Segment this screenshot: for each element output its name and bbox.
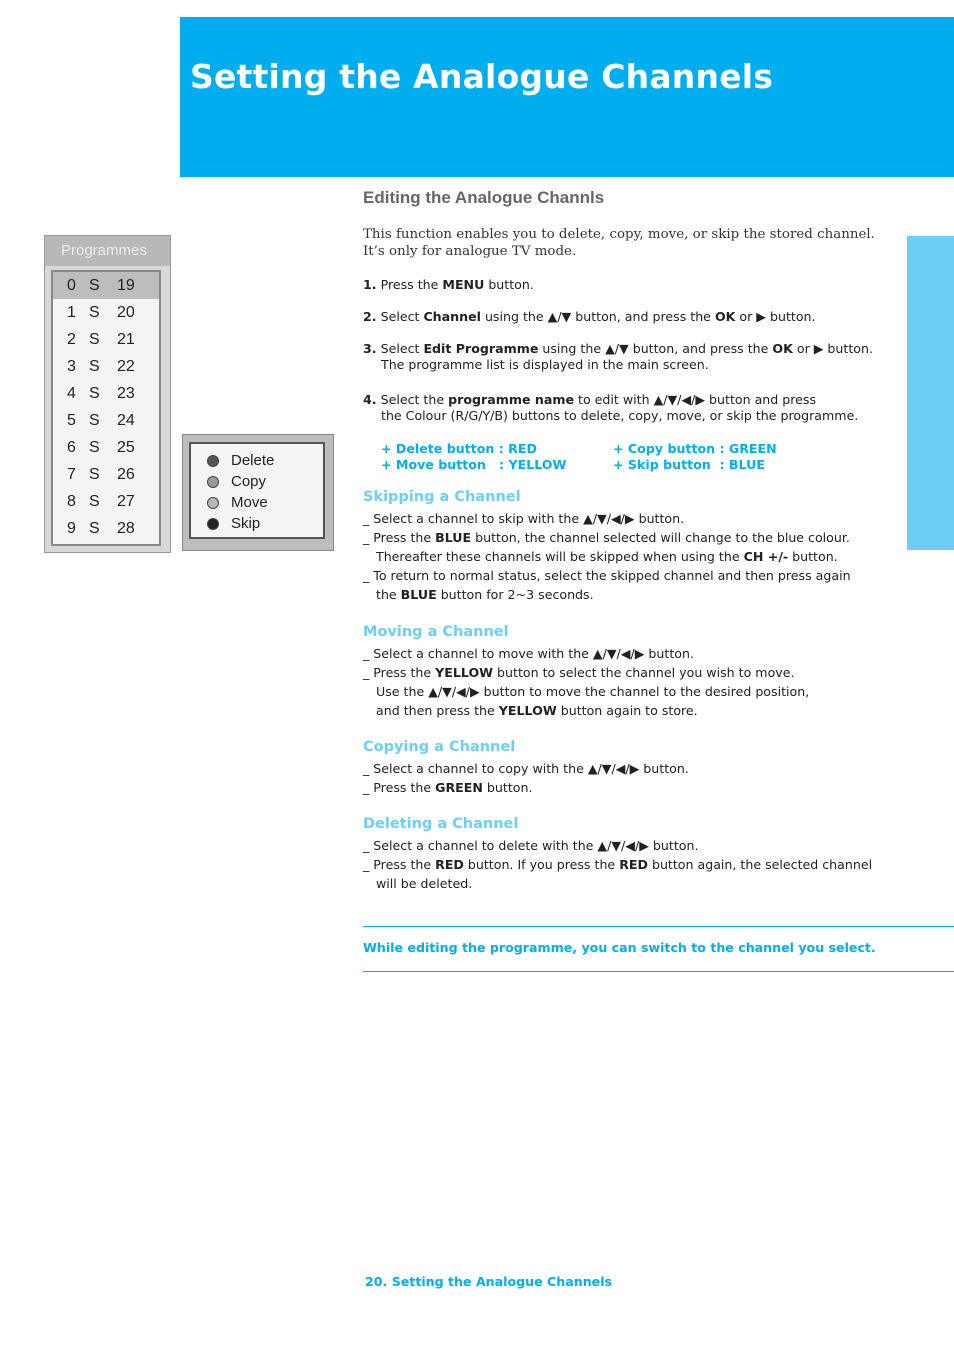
text-line: Thereafter these channels will be skipped when using the CH +/- button. bbox=[376, 549, 838, 564]
page-title: Setting the Analogue Channels bbox=[190, 57, 774, 96]
section-header bbox=[363, 188, 903, 208]
step-text: using the ▲/▼ button, and press the bbox=[538, 341, 773, 356]
copying-text bbox=[363, 759, 908, 797]
deleting-text bbox=[363, 836, 908, 893]
step-text-line2: the Colour (R/G/Y/B) buttons to delete, copy, move, or skip the programme. bbox=[381, 408, 859, 423]
programme-row[interactable]: 0 S 19 bbox=[53, 272, 159, 299]
programme-row[interactable]: 4 S 23 bbox=[67, 384, 135, 402]
side-tab bbox=[907, 236, 954, 550]
moving-text bbox=[363, 644, 908, 720]
text-line: _ Select a channel to skip with the ▲/▼/◀/▶ button. bbox=[363, 511, 685, 526]
step-1 bbox=[363, 277, 908, 293]
text-line: Use the ▲/▼/◀/▶ button to move the channel to the desired position, bbox=[376, 684, 810, 699]
delete-button-info: + Delete button : RED bbox=[381, 441, 537, 456]
green-dot-icon bbox=[207, 476, 219, 488]
programme-row[interactable]: 7 S 26 bbox=[67, 465, 135, 483]
text-line: _ Press the BLUE button, the channel selected will change to the blue colour. bbox=[363, 530, 850, 545]
step-4 bbox=[363, 392, 908, 424]
skip-button-info: + Skip button : BLUE bbox=[613, 457, 765, 472]
text-line: the BLUE button for 2~3 seconds. bbox=[376, 587, 594, 602]
note-box bbox=[363, 926, 954, 972]
step-bold: programme name bbox=[448, 392, 575, 407]
step-bold: OK bbox=[714, 309, 736, 324]
text-line: _ Press the GREEN button. bbox=[363, 780, 533, 795]
moving-heading: Moving a Channel bbox=[363, 624, 509, 640]
step-2 bbox=[363, 309, 908, 325]
step-text: Press the bbox=[380, 277, 443, 292]
blue-dot-icon bbox=[207, 518, 219, 530]
programme-row[interactable]: 2 S 21 bbox=[67, 330, 135, 348]
section-title: Editing the Analogue Channls bbox=[363, 188, 605, 207]
text-line: will be deleted. bbox=[376, 876, 473, 891]
step-number: 2. bbox=[363, 309, 377, 324]
text-line: _ Select a channel to move with the ▲/▼/◀/▶ button. bbox=[363, 646, 694, 661]
yellow-dot-icon bbox=[207, 497, 219, 509]
text-line: and then press the YELLOW button again to store. bbox=[376, 703, 698, 718]
programme-row[interactable]: 9 S 28 bbox=[67, 519, 135, 537]
move-option[interactable] bbox=[191, 492, 323, 513]
step-text: Select the bbox=[380, 392, 449, 407]
option-label: Copy bbox=[231, 473, 267, 490]
delete-option[interactable] bbox=[191, 450, 323, 471]
step-text: Select bbox=[380, 341, 424, 356]
option-label: Skip bbox=[231, 515, 261, 532]
programme-row[interactable]: 5 S 24 bbox=[67, 411, 135, 429]
step-text: to edit with ▲/▼/◀/▶ button and press bbox=[574, 392, 817, 407]
step-number: 3. bbox=[363, 341, 377, 356]
intro-paragraph: This function enables you to delete, copy, move, or skip the stored channel. It’s only for analogue TV mode. bbox=[363, 227, 875, 259]
step-text: or ▶ button. bbox=[735, 309, 816, 324]
step-bold: MENU bbox=[442, 277, 485, 292]
header-banner bbox=[180, 17, 954, 177]
skipping-heading: Skipping a Channel bbox=[363, 489, 521, 505]
step-number: 4. bbox=[363, 392, 377, 407]
option-label: Delete bbox=[231, 452, 275, 469]
skipping-text bbox=[363, 509, 908, 604]
step-text: Select bbox=[380, 309, 424, 324]
step-bold: Channel bbox=[423, 309, 481, 324]
skip-option[interactable] bbox=[191, 513, 323, 534]
programme-row[interactable]: 3 S 22 bbox=[67, 357, 135, 375]
red-dot-icon bbox=[207, 455, 219, 467]
page-footer: 20. Setting the Analogue Channels bbox=[365, 1274, 613, 1289]
programme-row[interactable]: 6 S 25 bbox=[67, 438, 135, 456]
option-label: Move bbox=[231, 494, 268, 511]
step-text-line2: The programme list is displayed in the main screen. bbox=[381, 357, 709, 372]
text-line: _ Press the YELLOW button to select the channel you wish to move. bbox=[363, 665, 795, 680]
color-button-list bbox=[381, 441, 881, 473]
step-text: or ▶ button. bbox=[792, 341, 873, 356]
copying-heading: Copying a Channel bbox=[363, 739, 516, 755]
step-3 bbox=[363, 341, 908, 373]
programme-row[interactable]: 1 S 20 bbox=[67, 303, 135, 321]
deleting-heading: Deleting a Channel bbox=[363, 816, 519, 832]
programme-list bbox=[51, 270, 161, 546]
move-button-info: + Move button : YELLOW bbox=[381, 457, 567, 472]
programmes-title: Programmes bbox=[45, 236, 170, 266]
step-text: button. bbox=[484, 277, 534, 292]
edit-options-list bbox=[189, 442, 325, 539]
edit-options-panel bbox=[182, 434, 334, 551]
programme-row[interactable]: 8 S 27 bbox=[67, 492, 135, 510]
programmes-panel bbox=[44, 235, 171, 553]
text-line: _ Select a channel to copy with the ▲/▼/◀/▶ button. bbox=[363, 761, 689, 776]
text-line: _ Select a channel to delete with the ▲/▼/◀/▶ button. bbox=[363, 838, 699, 853]
copy-button-info: + Copy button : GREEN bbox=[613, 441, 777, 456]
text-line: _ To return to normal status, select the skipped channel and then press again bbox=[363, 568, 851, 583]
copy-option[interactable] bbox=[191, 471, 323, 492]
step-bold: OK bbox=[772, 341, 793, 356]
step-text: using the ▲/▼ button, and press the bbox=[480, 309, 715, 324]
text-line: _ Press the RED button. If you press the RED button again, the selected channel bbox=[363, 857, 873, 872]
note-text: While editing the programme, you can switch to the channel you select. bbox=[363, 940, 876, 955]
step-number: 1. bbox=[363, 277, 377, 292]
step-bold: Edit Programme bbox=[423, 341, 539, 356]
